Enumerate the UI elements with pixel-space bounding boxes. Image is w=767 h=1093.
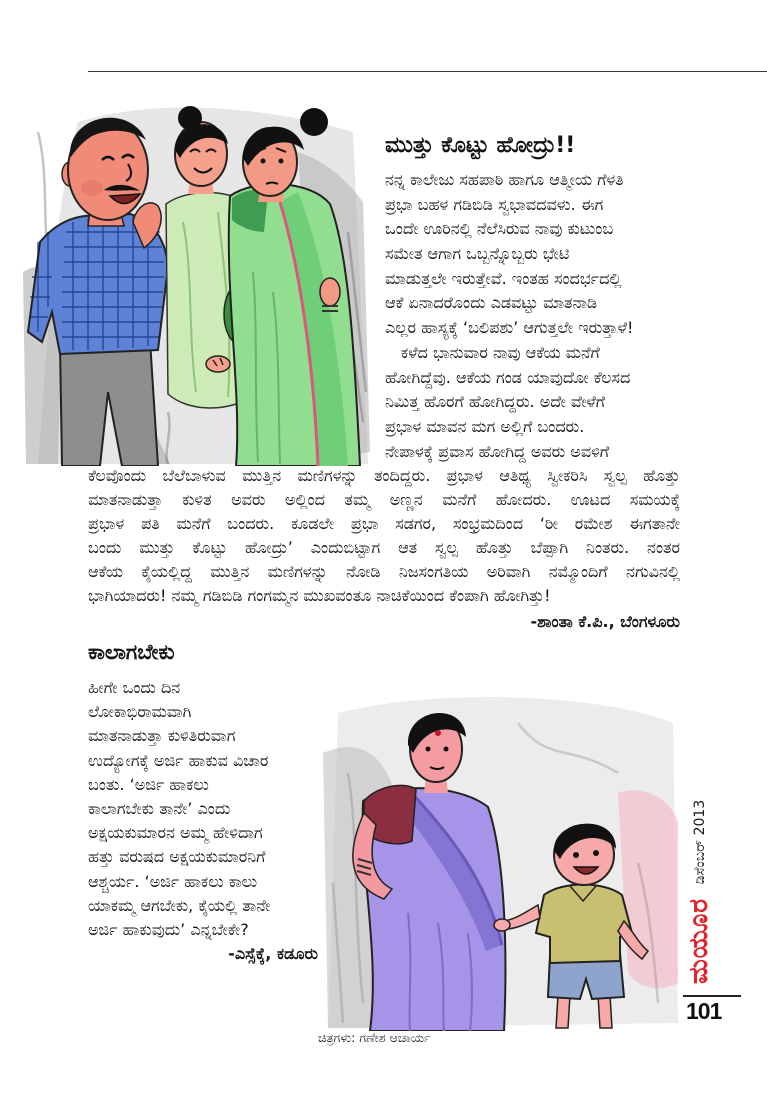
text-line: ಹೋಗಿದ್ದೆವು. ಆಕೆಯ ಗಂಡ ಯಾವುದೋ ಕೆಲಸದ [385, 367, 631, 387]
story2-title: ಕಾಲಾಗಬೇಕು [88, 640, 175, 664]
baby-hand [206, 356, 230, 372]
text-line: ಹತ್ತು ವರುಷದ ಅಕ್ಷಯಕುಮಾರನಿಗೆ [88, 847, 266, 867]
text-line: ಪ್ರಭಾ ಬಹಳ ಗಡಿಬಿಡಿ ಸ್ವಭಾವದವಳು. ಈಗ [385, 194, 604, 214]
text-line: ಮಾತನಾಡುತ್ತಾ ಕುಳಿತ ಅವರು ಅಲ್ಲಿಂದ ತಮ್ಮ ಅಣ್ಣನ ಮನೆಗೆ ಹೋದರು. ಊಟದ ಸಮಯಕ್ಕೆ [88, 490, 680, 509]
text-line: ಲೋಕಾಭಿರಾಮವಾಗಿ [88, 702, 192, 722]
text-line: ಆಕೆಯ ಕೈಯಲ್ಲಿದ್ದ ಮುತ್ತಿನ ಮಣಿಗಳನ್ನು ನೋಡಿ ನಿಜಸಂಗತಿಯ ಅರಿವಾಗಿ ನಮ್ಮೊಂದಿಗೆ ನಗುವಿನಲ್ಲಿ [88, 562, 680, 581]
issue-date: ಡಿಸೆಂಬರ್ 2013 [692, 799, 708, 885]
story1-full-width-text [88, 464, 680, 608]
text-line: ನನ್ನ ಕಾಲೇಜು ಸಹಪಾಠಿ ಹಾಗೂ ಆತ್ಮೀಯ ಗೆಳತಿ [385, 170, 624, 189]
text-line: ಕಾಲಾಗಬೇಕು ತಾನೇ’ ಎಂದು [88, 798, 231, 818]
text-line: ಬಂತು. ‘ಅರ್ಜಿ ಹಾಕಲು [88, 774, 209, 794]
text-line: ಪ್ರಭಾಳ ಪತಿ ಮನೆಗೆ ಬಂದರು. ಕೂಡಲೇ ಪ್ರಭಾ ಸಡಗರ, ಸಂಭ್ರಮದಿಂದ ‘ರೀ ರಮೇಶ ಈಗತಾನೇ [88, 514, 680, 533]
story1-column-text [385, 168, 680, 464]
story2-author: -ಎಸ್ಸೆಕ್ಕೆ, ಕಡೂರು [228, 944, 318, 963]
text-line: ಅಕ್ಷಯಕುಮಾರನ ಅಮ್ಮ ಹೇಳಿದಾಗ [88, 823, 263, 843]
page-number: 101 [686, 998, 722, 1024]
illustration-credit-caption: ಚಿತ್ರಗಳು: ಗಣೇಶ ಆಚಾರ್ಯ [318, 1030, 431, 1045]
story2-text [88, 676, 316, 942]
hand-on-hip [320, 278, 340, 306]
text-line: ನೇಪಾಳಕ್ಕೆ ಪ್ರವಾಸ ಹೋಗಿದ್ದ ಅವರು ಅವಳಿಗೆ [385, 441, 610, 461]
boy-shirt [536, 885, 632, 964]
text-line: ಬಂದು ಮುತ್ತು ಕೊಟ್ಟು ಹೋದ್ರು’ ಎಂದುಬಿಟ್ಟಾಗ ಆತ ಸ್ವಲ್ಪ ಹೊತ್ತು ಬೆಪ್ಪಾಗಿ ನಿಂತರು. ನಂತರ [88, 538, 680, 557]
text-line: ಉದ್ಯೋಗಕ್ಕೆ ಅರ್ಜಿ ಹಾಕುವ ವಿಚಾರ [88, 750, 269, 770]
story1-title: ಮುತ್ತು ಕೊಟ್ಟು ಹೋದ್ರು!! [385, 133, 576, 158]
bindi [435, 730, 441, 736]
text-line: ಮಾಡುತ್ತಲೇ ಇರುತ್ತೇವೆ. ಇಂತಹ ಸಂದರ್ಭದಲ್ಲಿ [385, 268, 622, 288]
text-line: ಭಾಗಿಯಾದರು! ನಮ್ಮ ಗಡಿಬಿಡಿ ಗಂಗಮ್ಮನ ಮುಖವಂತೂ ನಾಚಿಕೆಯಿಂದ ಕೆಂಪಾಗಿ ಹೋಗಿತ್ತು! [88, 586, 551, 605]
text-line: ಎಲ್ಲರ ಹಾಸ್ಯಕ್ಕೆ ‘ಬಲಿಪಶು’ ಆಗುತ್ತಲೇ ಇರುತ್ತಾಳೆ! [385, 318, 634, 338]
text-line: ಮಾತನಾಡುತ್ತಾ ಕುಳಿತಿರುವಾಗ [88, 726, 236, 746]
text-line: ಆಶ್ಚರ್ಯ. ‘ಅರ್ಜಿ ಹಾಕಲು ಕಾಲು [88, 871, 258, 891]
top-illustration [18, 92, 374, 466]
top-rule [88, 71, 767, 72]
text-line: ಅರ್ಜಿ ಹಾಕುವುದು’ ಎನ್ನಬೇಕೇ? [88, 919, 249, 939]
text-line: ಹೀಗೇ ಒಂದು ದಿನ [88, 678, 181, 697]
text-line: ಕಳೆದ ಭಾನುವಾರ ನಾವು ಆಕೆಯ ಮನೆಗೆ [401, 342, 600, 362]
story1-author: -ಶಾಂತಾ ಕೆ.ಪಿ., ಬೆಂಗಳೂರು [530, 612, 680, 631]
text-line: ಆಕೆ ಏನಾದರೊಂದು ಎಡವಟ್ಟು ಮಾತನಾಡಿ [385, 293, 598, 313]
page-number-rule [683, 995, 741, 997]
text-line: ಯಾಕಮ್ಮ ಆಗಬೇಕು, ಕೈಯಲ್ಲಿ ತಾನೇ [88, 895, 271, 915]
bottom-illustration [318, 683, 680, 1031]
text-line: ಒಂದೇ ಊರಿನಲ್ಲಿ ನೆಲೆಸಿರುವ ನಾವು ಕುಟುಂಬ [385, 219, 614, 239]
magazine-logo: ಮಯೂರ [684, 898, 714, 984]
text-line: ಸಮೇತ ಆಗಾಗ ಒಬ್ಬನ್ನೊಬ್ಬರು ಭೇಟಿ [385, 244, 570, 264]
text-line: ಕೆಲವೊಂದು ಬೆಲೆಬಾಳುವ ಮುತ್ತಿನ ಮಣಿಗಳನ್ನು ತಂದಿದ್ದರು. ಪ್ರಭಾಳ ಆತಿಥ್ಯ ಸ್ವೀಕರಿಸಿ ಸ್ವಲ್ಪ ಹೊತ್ತು [88, 466, 680, 485]
text-line: ನಿಮಿತ್ತ ಹೊರಗೆ ಹೋಗಿದ್ದರು. ಅದೇ ವೇಳೆಗೆ [385, 392, 606, 412]
text-line: ಪ್ರಭಾಳ ಮಾವನ ಮಗ ಅಲ್ಲಿಗೆ ಬಂದರು. [385, 416, 585, 436]
